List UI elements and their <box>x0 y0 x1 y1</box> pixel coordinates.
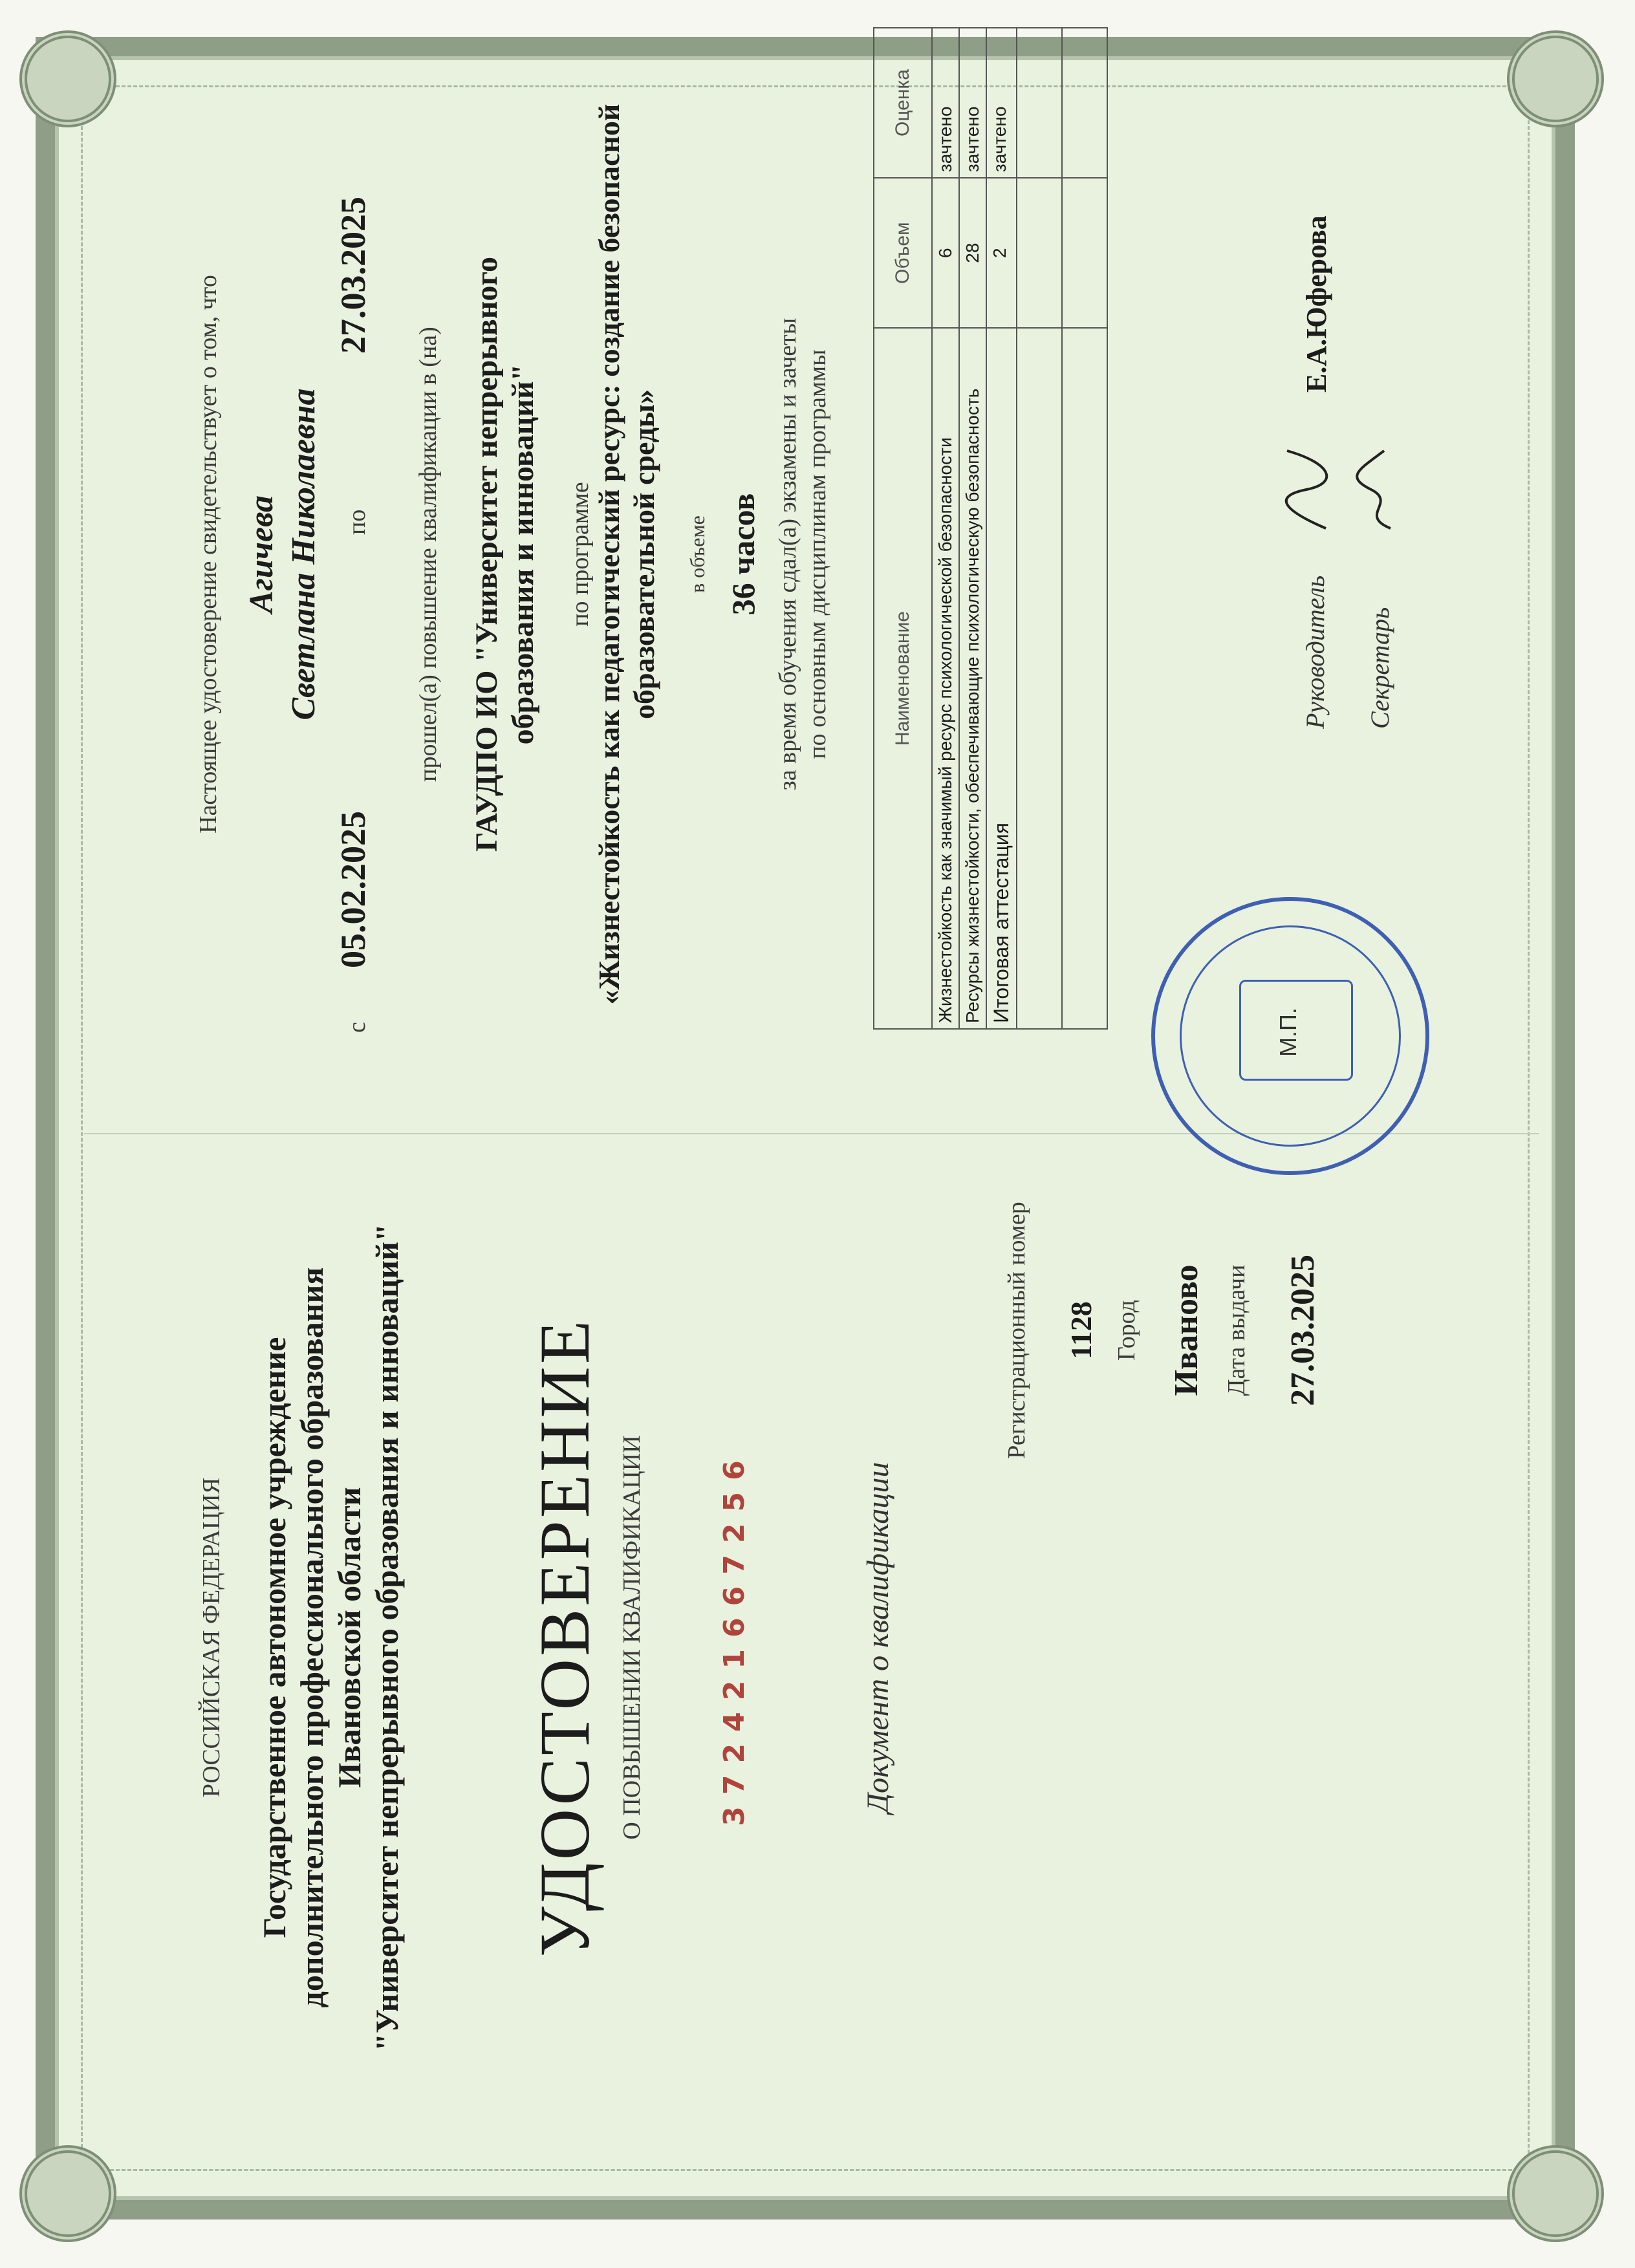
date-from-prefix: с <box>343 1022 371 1033</box>
table-row <box>959 28 986 1029</box>
surname: Агичева <box>243 495 280 614</box>
program-line: образовательной среды» <box>627 389 660 719</box>
table-row <box>932 28 959 1029</box>
organization-name <box>469 5 541 1104</box>
table-row <box>1017 28 1062 1029</box>
institution-line: дополнительного профессионального образования <box>294 1267 330 2008</box>
discipline-grade: зачтено <box>932 28 959 178</box>
table-row <box>1062 28 1107 1029</box>
head-label: Руководитель <box>1301 575 1330 729</box>
discipline-volume: 28 <box>959 178 986 328</box>
exams-text <box>773 5 832 1104</box>
date-from: 05.02.2025 <box>334 811 373 968</box>
secretary-label: Секретарь <box>1365 607 1394 729</box>
corner-rosette-icon <box>19 2145 116 2242</box>
discipline-volume: 6 <box>932 178 959 328</box>
head-signature <box>1268 444 1339 535</box>
registration-number: 1128 <box>1065 1301 1098 1359</box>
date-to: 27.03.2025 <box>334 197 373 354</box>
corner-rosette-icon <box>1507 30 1604 127</box>
institution-line: "Университет непрерывного образования и инноваций" <box>369 1224 405 2051</box>
given-names: Светлана Николаевна <box>285 388 322 720</box>
column-header: Оценка <box>874 28 932 178</box>
corner-rosette-icon <box>19 30 116 127</box>
official-stamp <box>1151 897 1429 1175</box>
discipline-volume: 2 <box>986 178 1017 328</box>
discipline-grade: зачтено <box>959 28 986 178</box>
head-name: Е.А.Юферова <box>1301 215 1332 393</box>
institution-name <box>255 1136 406 2139</box>
passed-text: прошел(а) повышение квалификации в (на) <box>415 327 442 782</box>
city-label: Город <box>1113 1300 1140 1361</box>
stamp-mark: М.П. <box>1275 1008 1301 1057</box>
discipline-grade: зачтено <box>986 28 1017 178</box>
hours-value: 36 часов <box>725 493 761 616</box>
intro-text: Настоящее удостоверение свидетельствует о том, что <box>195 275 222 834</box>
table-header-row <box>874 28 932 1029</box>
city-value: Иваново <box>1168 1264 1205 1396</box>
corner-rosette-icon <box>1507 2145 1604 2242</box>
issue-date-label: Дата выдачи <box>1223 1264 1250 1396</box>
table-row <box>986 28 1017 1029</box>
date-to-prefix: по <box>343 509 371 535</box>
country-label: РОССИЙСКАЯ ФЕДЕРАЦИЯ <box>198 1477 225 1798</box>
institution-line: Ивановской области <box>331 1487 367 1788</box>
organization-line: ГАУДПО ИО "Университет непрерывного <box>470 256 504 852</box>
document-title: УДОСТОВЕРЕНИЕ <box>525 1317 604 1958</box>
program-name <box>592 5 662 1104</box>
column-header: Объем <box>874 178 932 328</box>
discipline-name: Итоговая аттестация <box>986 328 1017 1029</box>
disciplines-table <box>873 27 1108 1030</box>
registration-label: Регистрационный номер <box>1003 1202 1030 1459</box>
institution-line: Государственное автономное учреждение <box>256 1337 292 1938</box>
discipline-name: Ресурсы жизнестойкости, обеспечивающие психологическую безопасность <box>959 328 986 1029</box>
discipline-name: Жизнестойкость как значимый ресурс психологической безопасности <box>932 328 959 1029</box>
serial-number: 372421667256 <box>718 1449 751 1826</box>
document-type: Документ о квалификации <box>861 1462 895 1813</box>
exams-line: по основным дисциплинам программы <box>804 349 831 759</box>
program-label: по программе <box>567 482 594 627</box>
secretary-signature <box>1345 444 1410 535</box>
issue-date: 27.03.2025 <box>1284 1255 1321 1406</box>
program-line: «Жизнестойкость как педагогический ресурс: создание безопасной <box>592 103 625 1005</box>
exams-line: за время обучения сдал(а) экзамены и зачеты <box>774 318 801 791</box>
organization-line: образования и инноваций" <box>506 363 540 745</box>
volume-label: в объеме <box>686 515 709 593</box>
document-subtitle: О ПОВЫШЕНИИ КВАЛИФИКАЦИИ <box>618 1435 645 1840</box>
column-header: Наименование <box>874 328 932 1029</box>
